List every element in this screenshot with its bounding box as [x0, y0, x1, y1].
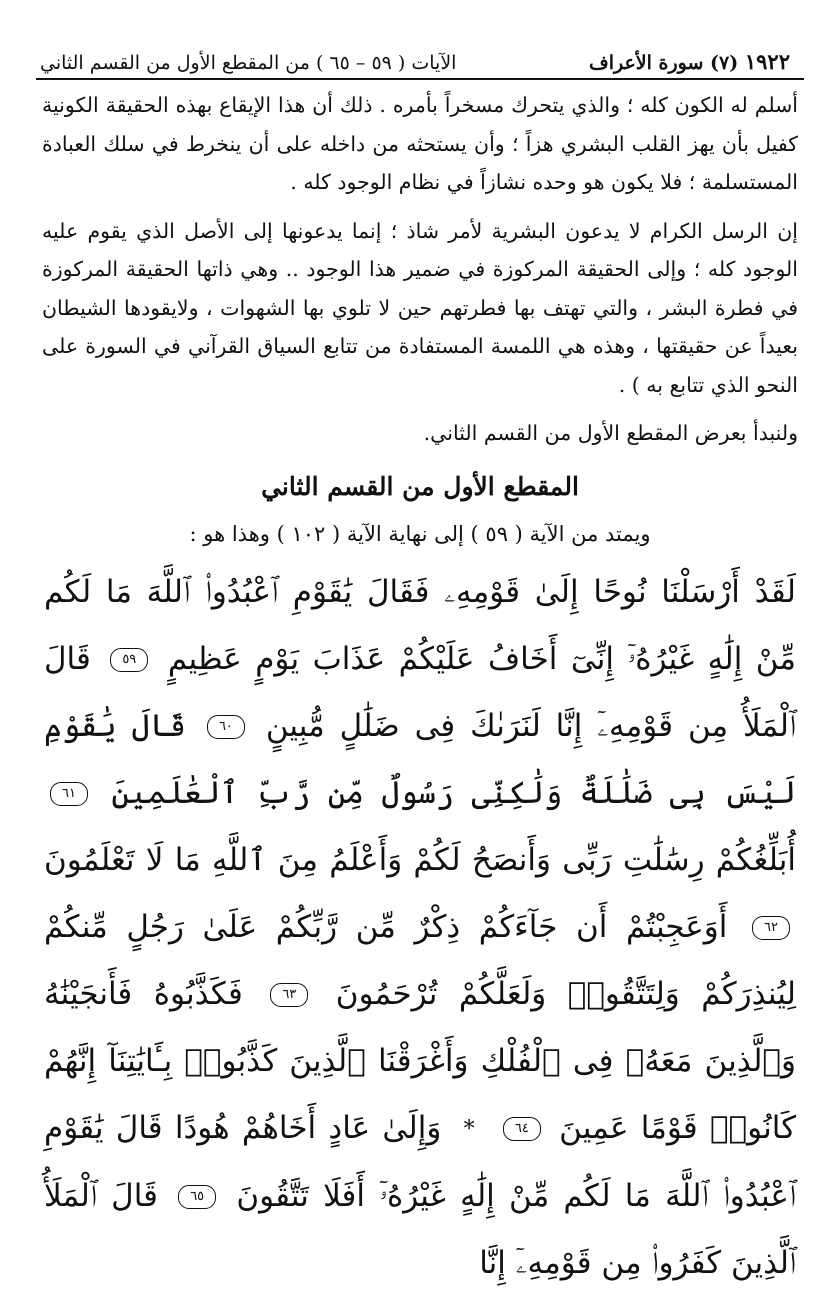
- section-title: المقطع الأول من القسم الثاني: [261, 471, 579, 501]
- quran-verses: [44, 559, 796, 1297]
- surah-number: (٧): [710, 52, 739, 74]
- ayah-number-marker: ٦٤: [503, 1117, 541, 1141]
- book-page: [36, 44, 804, 1281]
- ayah-number-marker: ٥٩: [110, 648, 148, 672]
- verse-text: أُبَلِّغُكُمْ رِسَٰلَٰتِ رَبِّى وَأَنصَحُ لَكُمْ وَأَعْلَمُ مِنَ ٱللَّهِ مَا لَا تَعْلَمُونَ: [44, 841, 796, 878]
- section-range: ويمتد من الآية ( ٥٩ ) إلى نهاية الآية ( ١٠٢ ) وهذا هو :: [189, 521, 651, 546]
- verse-text: قَالَ ٱلْمَلَأُ ٱلَّذِينَ كَفَرُوا۟ مِن قَوْمِهِۦٓ إِنَّا: [44, 1177, 796, 1281]
- header-verse-range: الآيات ( ٥٩ – ٦٥ ) من المقطع الأول من القسم الثاني: [40, 52, 457, 74]
- verse-text: فَكَذَّبُوهُ فَأَنجَيْنَٰهُ وَٱلَّذِينَ مَعَهُۥ فِى ٱلْفُلْكِ وَأَغْرَقْنَا ٱلَّذِينَ كَذَّبُوا۟ بِـَٔايَٰتِنَآ إِنَّهُمْ كَانُوا۟ قَوْمًا عَمِينَ: [44, 975, 797, 1146]
- page-number: ١٩٢٢: [744, 49, 790, 74]
- paragraph: إن الرسل الكرام لا يدعون البشرية لأمر شاذ ؛ إنما يدعونها إلى الأصل الذي يقوم عليه الوجود كله ؛ وإلى الحقيقة المركوزة في ضمير هذا الوجود .. وهي ذاتها الحقيقة المركوزة في فطرة البشر ، والتي تهتف بها فطرتهم حين لا تلوي بها الشهوات ، ولايقودها الشيطان بعيداً عن حقيقتها ، وهذه هي اللمسة المستفادة من تتابع السياق القرآني في السورة على النحو الذي تتابع به ) .: [42, 218, 798, 397]
- verse-text: قَالَ يَٰقَوْمِ لَيْسَ بِى ضَلَٰلَةٌ وَلَٰكِنِّى رَسُولٌ مِّن رَّبِّ ٱلْعَٰلَمِينَ: [44, 707, 796, 811]
- ayah-number-marker: ٦٢: [752, 916, 790, 940]
- section-separator-star: *: [463, 1116, 475, 1142]
- ayah-number-marker: ٦٥: [178, 1185, 216, 1209]
- header-page-info: [589, 47, 800, 78]
- ayah-number-marker: ٦٠: [207, 715, 245, 739]
- verse-text: أَوَعَجِبْتُمْ أَن جَآءَكُمْ ذِكْرٌ مِّن رَّبِّكُمْ عَلَىٰ رَجُلٍ مِّنكُمْ لِيُنذِرَكُمْ وَلِتَتَّقُوا۟ وَلَعَلَّكُمْ تُرْحَمُونَ: [44, 908, 797, 1012]
- commentary-text: [42, 86, 798, 453]
- verse-text: وَإِلَىٰ عَادٍ أَخَاهُمْ هُودًا قَالَ يَٰقَوْمِ ٱعْبُدُوا۟ ٱللَّهَ مَا لَكُم مِّنْ إِلَٰهٍ غَيْرُهُۥٓ أَفَلَا تَتَّقُونَ: [44, 1109, 796, 1214]
- ayah-number-marker: ٦٣: [270, 983, 308, 1007]
- ayah-number-marker: ٦١: [50, 782, 88, 806]
- paragraph: ولنبدأ بعرض المقطع الأول من القسم الثاني.: [423, 421, 798, 445]
- verse-text: قَالَ ٱلْمَلَأُ مِن قَوْمِهِۦٓ إِنَّا لَنَرَىٰكَ فِى ضَلَٰلٍ مُّبِينٍ: [44, 640, 796, 744]
- surah-name: سورة الأعراف: [589, 52, 704, 74]
- verse-text: لَقَدْ أَرْسَلْنَا نُوحًا إِلَىٰ قَوْمِهِۦ فَقَالَ يَٰقَوْمِ ٱعْبُدُوا۟ ٱللَّهَ مَا لَكُم مِّنْ إِلَٰهٍ غَيْرُهُۥٓ إِنِّىٓ أَخَافُ عَلَيْكُمْ عَذَابَ يَوْمٍ عَظِيمٍ: [44, 573, 797, 677]
- running-header: [36, 44, 804, 80]
- paragraph: أسلم له الكون كله ؛ والذي يتحرك مسخراً بأمره . ذلك أن هذا الإيقاع بهذه الحقيقة الكونية كفيل بأن يهز القلب البشري هزاً ؛ وأن يستحثه من داخله على أن ينخرط في سلك العبادة المستسلمة ؛ فلا يكون هو وحده نشازاً في نظام الوجود كله .: [42, 93, 798, 194]
